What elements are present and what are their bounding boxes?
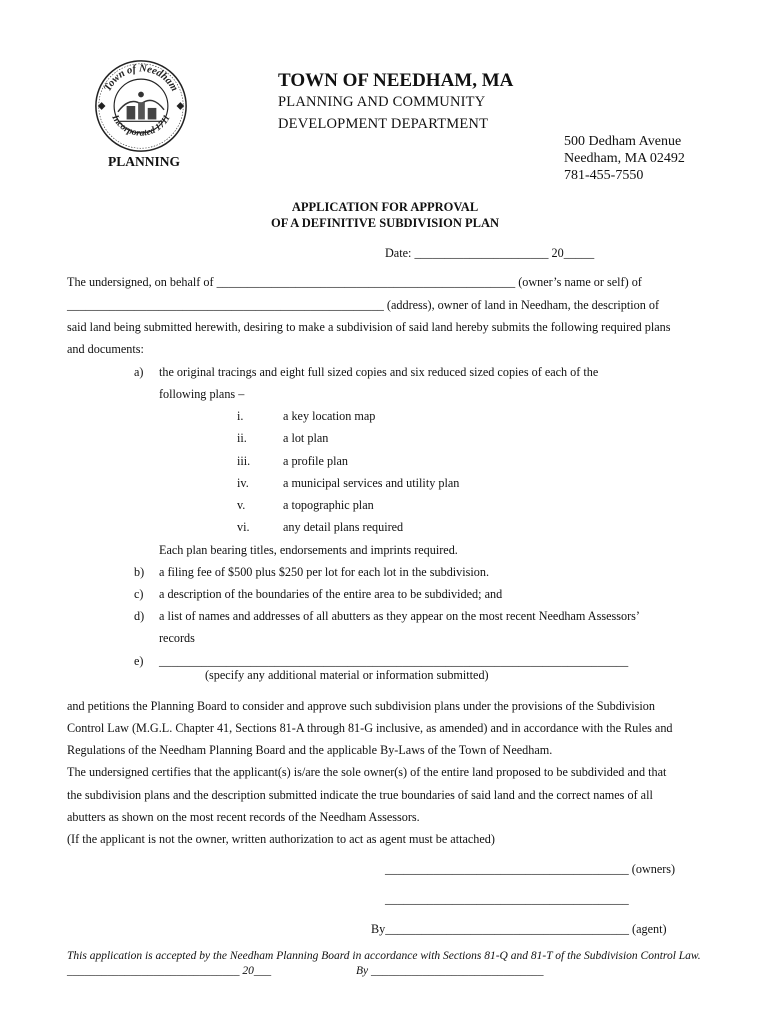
item-a-text-2: following plans – [159,387,245,401]
address-line[interactable]: ____________________________________________________ (address), owner of land in Needham, the description of [67,298,660,312]
plan-item [237,498,374,513]
phone-number: 781-455-7550 [564,168,644,183]
plan-item [237,431,328,446]
plan-text: any detail plans required [283,520,404,534]
plan-number: iv. [237,476,249,490]
plan-text: a lot plan [283,431,329,445]
owners-signature-line[interactable]: ________________________________________ (owners) [385,862,676,876]
plan-item [237,454,348,469]
plan-item [237,520,403,535]
plan-number: i. [237,409,244,423]
plan-number: v. [237,498,246,512]
item-d-text-2: records [159,631,195,645]
svg-text:Town of Needham [102,63,179,93]
item-c-label: c) [134,587,144,601]
additional-material-field[interactable]: _____________________________________________________________________________ [159,654,629,668]
application-title-line-1: APPLICATION FOR APPROVAL [291,200,479,214]
acceptance-by-field[interactable]: By ______________________________ [356,965,544,977]
intro-text-line-3: said land being submitted herewith, desiring to make a subdivision of said land hereby submits the following required plans [67,320,671,334]
item-a-text-1: the original tracings and eight full sized copies and six reduced sized copies of each of the [159,365,599,379]
item-b-text: a filing fee of $500 plus $250 per lot for each lot in the subdivision. [159,565,490,579]
agent-signature-line[interactable]: By________________________________________ (agent) [371,922,667,936]
address-street: 500 Dedham Avenue [564,134,682,149]
acceptance-statement: This application is accepted by the Needham Planning Board in accordance with Sections 81-Q and 81-T of the Subdivision Control Law. [67,950,701,962]
item-b-label: b) [134,565,145,579]
department-line-2: DEVELOPMENT DEPARTMENT [278,116,489,132]
petition-line-2: Control Law (M.G.L. Chapter 41, Sections 81-A through 81-G inclusive, as amended) and in accordance with the Rules and [67,721,673,735]
seal-ring-text-top: Town of Needham [102,63,180,94]
plan-text: a key location map [283,409,376,423]
address-city: Needham, MA 02492 [564,151,685,166]
plan-text: a profile plan [283,454,348,468]
intro-text-line-4: and documents: [67,342,144,356]
plan-number: vi. [237,520,250,534]
planning-label: PLANNING [108,154,181,169]
item-c-text: a description of the boundaries of the entire area to be subdivided; and [159,587,503,601]
agent-authorization-note: (If the applicant is not the owner, written authorization to act as agent must be attached) [67,832,495,846]
second-signature-line[interactable]: ________________________________________ [385,892,629,906]
certification-line-3: abutters as shown on the most recent records of the Needham Assessors. [67,810,420,824]
plan-text: a municipal services and utility plan [283,476,460,490]
plan-item [237,476,459,491]
certification-line-1: The undersigned certifies that the applicant(s) is/are the sole owner(s) of the entire land proposed to be subdivided and that [67,765,667,779]
item-a-label: a) [134,365,144,379]
date-field[interactable]: Date: ______________________ 20_____ [385,246,595,260]
item-d-label: d) [134,609,145,623]
plan-item [237,409,375,424]
plan-number: ii. [237,431,247,445]
item-e-label: e) [134,654,144,668]
seal-scene-icon [118,92,164,122]
certification-line-2: the subdivision plans and the description submitted indicate the true boundaries of said land and the correct names of all [67,788,653,802]
seal-ring-text-bottom: Incorporated 1711 [109,113,173,139]
town-seal-logo [93,58,189,154]
item-e-note: (specify any additional material or information submitted) [205,668,489,682]
item-d-text-1: a list of names and addresses of all abutters as they appear on the most recent Needham Assessors’ [159,609,640,623]
plan-text: a topographic plan [283,498,374,512]
petition-line-1: and petitions the Planning Board to consider and approve such subdivision plans under the provisions of the Subdivision [67,699,655,713]
application-title-line-2: OF A DEFINITIVE SUBDIVISION PLAN [270,216,500,230]
acceptance-date-field[interactable]: ______________________________ 20___ [67,965,272,977]
owner-name-line[interactable]: The undersigned, on behalf of _________________________________________________ (owner’s name or self) of [67,275,642,289]
page-title: TOWN OF NEEDHAM, MA [278,70,514,91]
plan-number: iii. [237,454,251,468]
department-line-1: PLANNING AND COMMUNITY [278,94,486,110]
each-plan-note: Each plan bearing titles, endorsements and imprints required. [159,543,458,557]
petition-line-3: Regulations of the Needham Planning Board and the applicable By-Laws of the Town of Needham. [67,743,553,757]
